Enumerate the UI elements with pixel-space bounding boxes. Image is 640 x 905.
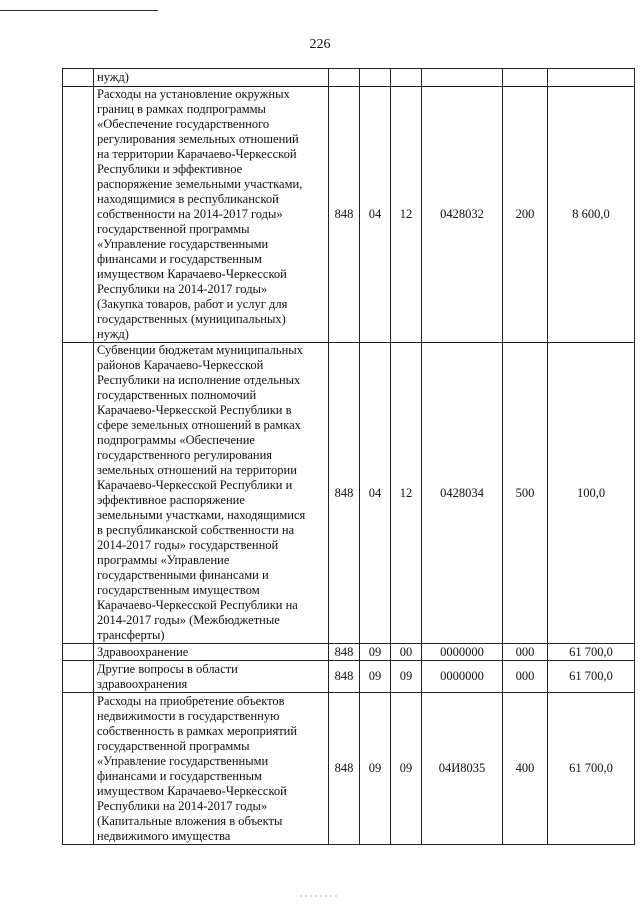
section-code: 04 bbox=[360, 87, 391, 343]
row-description: Расходы на приобретение объектов недвижимости в государственную собственность в рамках мероприятий государственной программы «Управление государственными финансами и государственным имуществом Карачаево-Черкесской Республики на 2014-2017 годы» (Капитальные вложения в объекты недвижимого имущества bbox=[97, 693, 298, 843]
table-row bbox=[63, 693, 635, 845]
minister-code: 848 bbox=[329, 693, 360, 845]
minister-code bbox=[329, 69, 360, 87]
subsection-code: 09 bbox=[391, 693, 422, 845]
scan-mark bbox=[300, 893, 340, 899]
amount: 8 600,0 bbox=[548, 87, 635, 343]
amount: 61 700,0 bbox=[548, 661, 635, 693]
row-marker-cell bbox=[63, 343, 94, 644]
expense-type-code: 200 bbox=[503, 87, 548, 343]
table-row bbox=[63, 69, 635, 87]
subsection-code: 00 bbox=[391, 644, 422, 661]
section-code: 09 bbox=[360, 693, 391, 845]
budget-table bbox=[62, 68, 635, 845]
section-code: 04 bbox=[360, 343, 391, 644]
expense-type-code bbox=[503, 69, 548, 87]
expense-type-code: 000 bbox=[503, 644, 548, 661]
row-marker-cell bbox=[63, 644, 94, 661]
minister-code: 848 bbox=[329, 644, 360, 661]
subsection-code: 12 bbox=[391, 343, 422, 644]
top-rule bbox=[0, 10, 158, 11]
row-marker-cell bbox=[63, 693, 94, 845]
expense-type-code: 400 bbox=[503, 693, 548, 845]
section-code: 09 bbox=[360, 644, 391, 661]
subsection-code: 12 bbox=[391, 87, 422, 343]
subsection-code: 09 bbox=[391, 661, 422, 693]
target-code: 0428034 bbox=[422, 343, 503, 644]
page-number: 226 bbox=[309, 37, 331, 52]
row-description: Здравоохранение bbox=[97, 644, 189, 659]
subsection-code bbox=[391, 69, 422, 87]
row-description: Расходы на установление окружных границ в рамках подпрограммы «Обеспечение государственного регулирования земельных отношений на территории Карачаево-Черкесской Республики и эффективное распоряжение земельными участками, находящимися в республиканской собственности на 2014-2017 годы» государственной программы «Управление государственными финансами и государственным имуществом Карачаево-Черкесской Республики на 2014-2017 годы» (Закупка товаров, работ и услуг для государственных (муниципальных) нужд) bbox=[97, 87, 303, 341]
target-code: 04И8035 bbox=[422, 693, 503, 845]
target-code: 0000000 bbox=[422, 661, 503, 693]
amount bbox=[548, 69, 635, 87]
target-code: 0428032 bbox=[422, 87, 503, 343]
row-marker-cell bbox=[63, 661, 94, 693]
amount: 100,0 bbox=[548, 343, 635, 644]
section-code bbox=[360, 69, 391, 87]
target-code bbox=[422, 69, 503, 87]
table-row bbox=[63, 644, 635, 661]
row-marker-cell bbox=[63, 69, 94, 87]
amount: 61 700,0 bbox=[548, 644, 635, 661]
row-marker-cell bbox=[63, 87, 94, 343]
expense-type-code: 000 bbox=[503, 661, 548, 693]
row-description: нужд) bbox=[97, 70, 129, 84]
amount: 61 700,0 bbox=[548, 693, 635, 845]
table-row bbox=[63, 661, 635, 693]
minister-code: 848 bbox=[329, 87, 360, 343]
row-description: Субвенции бюджетам муниципальных районов Карачаево-Черкесской Республики на исполнение отдельных государственных полномочий Карачаево-Черкесской Республики в сфере земельных отношений в рамках подпрограммы «Обеспечение государственного регулирования земельных отношений на территории Карачаево-Черкесской Республики и эффективное распоряжение земельными участками, находящимися в республиканской собственности на 2014-2017 годы» государственной программы «Управление государственными финансами и государственным имуществом Карачаево-Черкесской Республики на 2014-2017 годы» (Межбюджетные трансферты) bbox=[97, 343, 306, 642]
section-code: 09 bbox=[360, 661, 391, 693]
target-code: 0000000 bbox=[422, 644, 503, 661]
table-row bbox=[63, 343, 635, 644]
minister-code: 848 bbox=[329, 343, 360, 644]
table-row bbox=[63, 87, 635, 343]
minister-code: 848 bbox=[329, 661, 360, 693]
expense-type-code: 500 bbox=[503, 343, 548, 644]
row-description: Другие вопросы в области здравоохранения bbox=[97, 661, 238, 691]
